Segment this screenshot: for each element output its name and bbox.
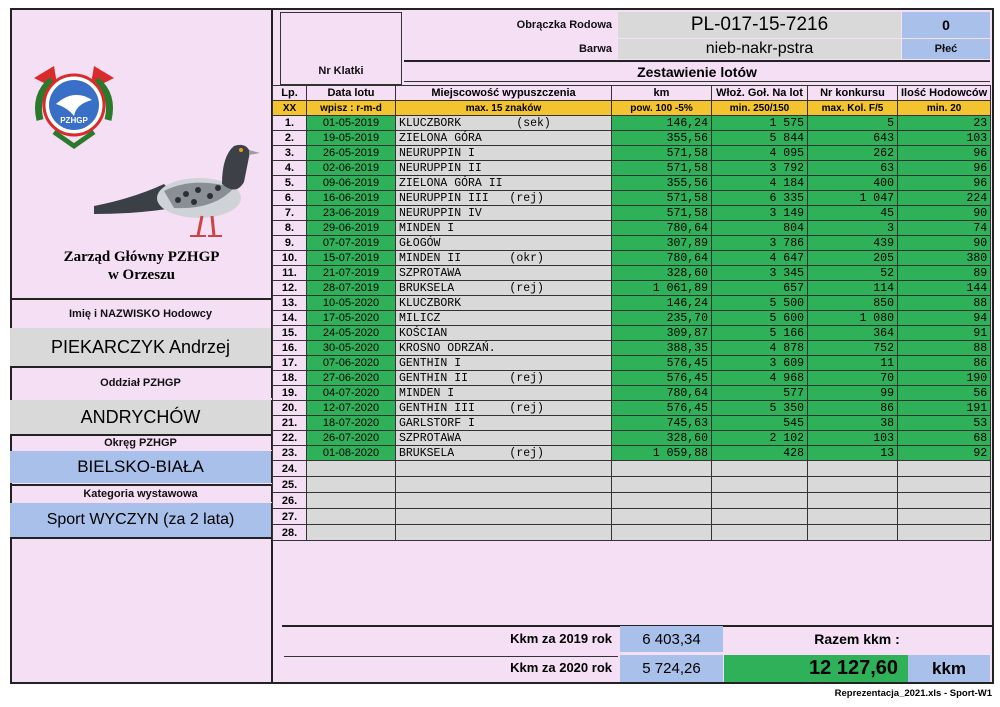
table-row — [273, 356, 991, 371]
table-row — [273, 191, 991, 206]
row-place: NEURUPPIN III (rej) — [396, 191, 612, 206]
table-row — [273, 431, 991, 446]
table-row — [273, 161, 991, 176]
row-date: 07-07-2019 — [307, 236, 396, 251]
row-lp: 15. — [273, 326, 307, 341]
row-place: ZIELONA GÓRA — [396, 131, 612, 146]
pigeon-image — [94, 136, 264, 246]
flights-table — [272, 85, 991, 541]
row-place: MINDEN I — [396, 221, 612, 236]
col-nr: Nr konkursu — [808, 86, 898, 101]
row-date: 29-06-2019 — [307, 221, 396, 236]
row-breeders: 224 — [898, 191, 991, 206]
row-breeders: 96 — [898, 176, 991, 191]
table-header — [273, 86, 991, 101]
row-place: NEURUPPIN IV — [396, 206, 612, 221]
col-breeders: Ilość Hodowców — [898, 86, 991, 101]
row-birds — [712, 493, 808, 509]
row-km: 571,58 — [612, 161, 712, 176]
row-lp: 28. — [273, 525, 307, 541]
row-nr: 752 — [808, 341, 898, 356]
table-row — [273, 446, 991, 461]
row-km: 571,58 — [612, 191, 712, 206]
table-row — [273, 311, 991, 326]
row-birds: 4 095 — [712, 146, 808, 161]
row-nr — [808, 477, 898, 493]
row-nr: 11 — [808, 356, 898, 371]
row-breeders: 92 — [898, 446, 991, 461]
empty-table-row — [273, 461, 991, 477]
cage-label: Nr Klatki — [318, 65, 364, 77]
row-nr: 99 — [808, 386, 898, 401]
row-nr: 643 — [808, 131, 898, 146]
row-birds: 4 968 — [712, 371, 808, 386]
row-breeders: 190 — [898, 371, 991, 386]
row-date: 26-07-2020 — [307, 431, 396, 446]
row-km — [612, 509, 712, 525]
row-lp: 23. — [273, 446, 307, 461]
table-row — [273, 131, 991, 146]
row-breeders — [898, 509, 991, 525]
row-km: 146,24 — [612, 296, 712, 311]
row-birds: 4 647 — [712, 251, 808, 266]
row-nr: 850 — [808, 296, 898, 311]
row-lp: 1. — [273, 116, 307, 131]
row-nr — [808, 461, 898, 477]
total-label: Razem kkm : — [814, 631, 900, 647]
row-birds: 5 350 — [712, 401, 808, 416]
row-km: 146,24 — [612, 116, 712, 131]
kkm-2020-label: Kkm za 2020 rok — [284, 656, 618, 678]
col-date: Data lotu — [307, 86, 396, 101]
row-km: 780,64 — [612, 251, 712, 266]
row-lp: 26. — [273, 493, 307, 509]
row-birds: 4 878 — [712, 341, 808, 356]
breeder-name-field: PIEKARCZYK Andrzej — [10, 328, 273, 366]
row-place: GENTHIN II (rej) — [396, 371, 612, 386]
row-birds: 3 345 — [712, 266, 808, 281]
row-date: 17-05-2020 — [307, 311, 396, 326]
table-row — [273, 401, 991, 416]
row-place: KROSNO ODRZAŃ. — [396, 341, 612, 356]
table-row — [273, 386, 991, 401]
table-row — [273, 266, 991, 281]
row-nr: 364 — [808, 326, 898, 341]
row-nr: 114 — [808, 281, 898, 296]
svg-text:PZHGP: PZHGP — [60, 116, 88, 125]
row-date: 21-07-2019 — [307, 266, 396, 281]
row-date — [307, 525, 396, 541]
row-lp: 14. — [273, 311, 307, 326]
row-birds: 4 184 — [712, 176, 808, 191]
row-breeders: 23 — [898, 116, 991, 131]
row-breeders — [898, 525, 991, 541]
empty-table-row — [273, 477, 991, 493]
req-breeders: min. 20 — [898, 101, 991, 116]
row-birds: 657 — [712, 281, 808, 296]
row-lp: 25. — [273, 477, 307, 493]
row-lp: 8. — [273, 221, 307, 236]
kkm-2019-value: 6 403,34 — [620, 626, 723, 652]
row-km: 307,89 — [612, 236, 712, 251]
row-date: 18-07-2020 — [307, 416, 396, 431]
row-breeders: 68 — [898, 431, 991, 446]
row-nr: 205 — [808, 251, 898, 266]
left-bottom-area — [10, 537, 273, 684]
row-date: 28-07-2019 — [307, 281, 396, 296]
row-place: SZPROTAWA — [396, 431, 612, 446]
cage-box — [280, 12, 402, 85]
req-km: pow. 100 -5% — [612, 101, 712, 116]
row-km: 355,56 — [612, 131, 712, 146]
sex-label: Płeć — [902, 39, 990, 59]
category-label: Kategoria wystawowa — [10, 484, 273, 502]
req-place: max. 15 znaków — [396, 101, 612, 116]
ring-number: PL-017-15-7216 — [618, 12, 901, 38]
row-lp: 4. — [273, 161, 307, 176]
row-place: SZPROTAWA — [396, 266, 612, 281]
row-lp: 13. — [273, 296, 307, 311]
district-label: Okręg PZHGP — [10, 434, 273, 450]
row-place: KLUCZBORK (sek) — [396, 116, 612, 131]
row-birds: 3 786 — [712, 236, 808, 251]
row-birds: 545 — [712, 416, 808, 431]
row-lp: 17. — [273, 356, 307, 371]
row-km: 355,56 — [612, 176, 712, 191]
row-place — [396, 525, 612, 541]
row-nr: 38 — [808, 416, 898, 431]
row-place — [396, 477, 612, 493]
empty-table-row — [273, 509, 991, 525]
table-row — [273, 176, 991, 191]
row-km: 571,58 — [612, 146, 712, 161]
row-nr: 1 080 — [808, 311, 898, 326]
row-place: NEURUPPIN II — [396, 161, 612, 176]
table-row — [273, 326, 991, 341]
col-birds: Włoż. Goł. Na lot — [712, 86, 808, 101]
row-place: KOŚCIAN — [396, 326, 612, 341]
row-lp: 16. — [273, 341, 307, 356]
row-date — [307, 461, 396, 477]
row-breeders: 56 — [898, 386, 991, 401]
row-place: MILICZ — [396, 311, 612, 326]
row-breeders: 91 — [898, 326, 991, 341]
footer-note: Reprezentacja_2021.xls - Sport-W1 — [834, 688, 992, 699]
table-row — [273, 221, 991, 236]
row-birds: 5 600 — [712, 311, 808, 326]
row-date: 19-05-2019 — [307, 131, 396, 146]
col-lp: Lp. — [273, 86, 307, 101]
row-lp: 7. — [273, 206, 307, 221]
col-place: Miejscowość wypuszczenia — [396, 86, 612, 101]
row-lp: 9. — [273, 236, 307, 251]
table-row — [273, 206, 991, 221]
row-place — [396, 461, 612, 477]
req-lp: XX — [273, 101, 307, 116]
row-breeders — [898, 493, 991, 509]
row-lp: 3. — [273, 146, 307, 161]
row-nr: 103 — [808, 431, 898, 446]
row-breeders — [898, 477, 991, 493]
row-lp: 24. — [273, 461, 307, 477]
row-breeders: 86 — [898, 356, 991, 371]
col-km: km — [612, 86, 712, 101]
row-lp: 20. — [273, 401, 307, 416]
row-date: 04-07-2020 — [307, 386, 396, 401]
row-nr: 1 047 — [808, 191, 898, 206]
summary-title: Zestawienie lotów — [404, 60, 990, 82]
org-name-line2: w Orzeszu — [107, 267, 176, 283]
color-value: nieb-nakr-pstra — [618, 39, 901, 59]
row-nr: 70 — [808, 371, 898, 386]
row-birds: 577 — [712, 386, 808, 401]
flight-rows — [273, 116, 991, 541]
req-nr: max. Kol. F/5 — [808, 101, 898, 116]
sex-value: 0 — [902, 12, 990, 38]
row-nr — [808, 493, 898, 509]
row-breeders: 88 — [898, 296, 991, 311]
branch-label: Oddział PZHGP — [10, 366, 273, 398]
row-date: 07-06-2020 — [307, 356, 396, 371]
row-km: 576,45 — [612, 401, 712, 416]
category-field: Sport WYCZYN (za 2 lata) — [10, 503, 273, 537]
row-km: 235,70 — [612, 311, 712, 326]
row-place: BRUKSELA (rej) — [396, 281, 612, 296]
row-date: 23-06-2019 — [307, 206, 396, 221]
row-km: 328,60 — [612, 431, 712, 446]
total-unit: kkm — [908, 655, 990, 682]
row-birds: 1 575 — [712, 116, 808, 131]
row-birds — [712, 477, 808, 493]
row-date: 02-06-2019 — [307, 161, 396, 176]
table-row — [273, 116, 991, 131]
row-birds: 804 — [712, 221, 808, 236]
org-name — [10, 246, 273, 286]
row-date: 24-05-2020 — [307, 326, 396, 341]
table-row — [273, 371, 991, 386]
ring-label: Obrączka Rodowa — [516, 19, 612, 31]
row-km — [612, 493, 712, 509]
row-lp: 22. — [273, 431, 307, 446]
row-km: 571,58 — [612, 206, 712, 221]
kkm-2020-value: 5 724,26 — [620, 655, 723, 682]
row-breeders: 89 — [898, 266, 991, 281]
req-date: wpisz : r-m-d — [307, 101, 396, 116]
total-value: 12 127,60 — [724, 655, 908, 682]
row-birds — [712, 525, 808, 541]
row-km — [612, 461, 712, 477]
req-birds: min. 250/150 — [712, 101, 808, 116]
row-breeders — [898, 461, 991, 477]
row-lp: 21. — [273, 416, 307, 431]
row-birds: 428 — [712, 446, 808, 461]
row-breeders: 96 — [898, 161, 991, 176]
table-row — [273, 281, 991, 296]
row-date: 15-07-2019 — [307, 251, 396, 266]
row-date: 01-08-2020 — [307, 446, 396, 461]
row-breeders: 380 — [898, 251, 991, 266]
table-row — [273, 236, 991, 251]
row-date: 01-05-2019 — [307, 116, 396, 131]
row-breeders: 94 — [898, 311, 991, 326]
district-field: BIELSKO-BIAŁA — [10, 451, 273, 483]
row-place — [396, 493, 612, 509]
row-nr: 63 — [808, 161, 898, 176]
row-place: GENTHIN III (rej) — [396, 401, 612, 416]
row-date: 30-05-2020 — [307, 341, 396, 356]
row-birds: 5 166 — [712, 326, 808, 341]
row-km: 328,60 — [612, 266, 712, 281]
row-nr: 13 — [808, 446, 898, 461]
row-nr — [808, 509, 898, 525]
row-place: GARLSTORF I — [396, 416, 612, 431]
row-nr: 5 — [808, 116, 898, 131]
row-date: 27-06-2020 — [307, 371, 396, 386]
row-lp: 6. — [273, 191, 307, 206]
row-place: ZIELONA GÓRA II — [396, 176, 612, 191]
row-birds: 3 609 — [712, 356, 808, 371]
row-place — [396, 509, 612, 525]
row-nr: 439 — [808, 236, 898, 251]
row-date — [307, 477, 396, 493]
row-date — [307, 509, 396, 525]
row-breeders: 144 — [898, 281, 991, 296]
row-place: BRUKSELA (rej) — [396, 446, 612, 461]
row-km: 1 061,89 — [612, 281, 712, 296]
row-lp: 27. — [273, 509, 307, 525]
row-lp: 19. — [273, 386, 307, 401]
row-nr: 3 — [808, 221, 898, 236]
row-km — [612, 525, 712, 541]
row-km: 745,63 — [612, 416, 712, 431]
table-row — [273, 251, 991, 266]
row-km: 780,64 — [612, 221, 712, 236]
row-birds: 5 844 — [712, 131, 808, 146]
row-lp: 10. — [273, 251, 307, 266]
row-date: 16-06-2019 — [307, 191, 396, 206]
row-breeders: 88 — [898, 341, 991, 356]
row-km: 780,64 — [612, 386, 712, 401]
empty-table-row — [273, 493, 991, 509]
row-breeders: 96 — [898, 146, 991, 161]
breeder-name-label: Imię i NAZWISKO Hodowcy — [10, 298, 273, 328]
row-date: 10-05-2020 — [307, 296, 396, 311]
left-panel — [10, 8, 273, 298]
row-breeders: 103 — [898, 131, 991, 146]
row-breeders: 53 — [898, 416, 991, 431]
org-name-line1: Zarząd Główny PZHGP — [63, 249, 220, 265]
row-km: 388,35 — [612, 341, 712, 356]
row-date: 26-05-2019 — [307, 146, 396, 161]
table-requirements — [273, 101, 991, 116]
row-km: 309,87 — [612, 326, 712, 341]
row-place: MINDEN II (okr) — [396, 251, 612, 266]
table-row — [273, 296, 991, 311]
row-lp: 12. — [273, 281, 307, 296]
row-birds — [712, 461, 808, 477]
row-nr: 52 — [808, 266, 898, 281]
row-place: GŁOGÓW — [396, 236, 612, 251]
empty-table-row — [273, 525, 991, 541]
row-breeders: 90 — [898, 236, 991, 251]
row-lp: 18. — [273, 371, 307, 386]
color-label: Barwa — [578, 43, 612, 55]
row-birds: 3 792 — [712, 161, 808, 176]
row-birds: 3 149 — [712, 206, 808, 221]
row-breeders: 191 — [898, 401, 991, 416]
row-place: NEURUPPIN I — [396, 146, 612, 161]
row-nr — [808, 525, 898, 541]
table-row — [273, 341, 991, 356]
row-km: 576,45 — [612, 356, 712, 371]
row-km: 576,45 — [612, 371, 712, 386]
row-date — [307, 493, 396, 509]
row-km — [612, 477, 712, 493]
row-date: 09-06-2019 — [307, 176, 396, 191]
row-date: 12-07-2020 — [307, 401, 396, 416]
row-nr: 45 — [808, 206, 898, 221]
row-place: KLUCZBORK — [396, 296, 612, 311]
row-birds: 6 335 — [712, 191, 808, 206]
row-lp: 5. — [273, 176, 307, 191]
row-lp: 2. — [273, 131, 307, 146]
row-breeders: 74 — [898, 221, 991, 236]
table-row — [273, 146, 991, 161]
kkm-2019-label: Kkm za 2019 rok — [510, 631, 612, 646]
row-place: MINDEN I — [396, 386, 612, 401]
row-birds: 2 102 — [712, 431, 808, 446]
table-row — [273, 416, 991, 431]
branch-field: ANDRYCHÓW — [10, 400, 273, 434]
row-nr: 262 — [808, 146, 898, 161]
row-place: GENTHIN I — [396, 356, 612, 371]
row-nr: 400 — [808, 176, 898, 191]
row-km: 1 059,88 — [612, 446, 712, 461]
row-birds: 5 500 — [712, 296, 808, 311]
row-birds — [712, 509, 808, 525]
row-breeders: 90 — [898, 206, 991, 221]
row-lp: 11. — [273, 266, 307, 281]
row-nr: 86 — [808, 401, 898, 416]
